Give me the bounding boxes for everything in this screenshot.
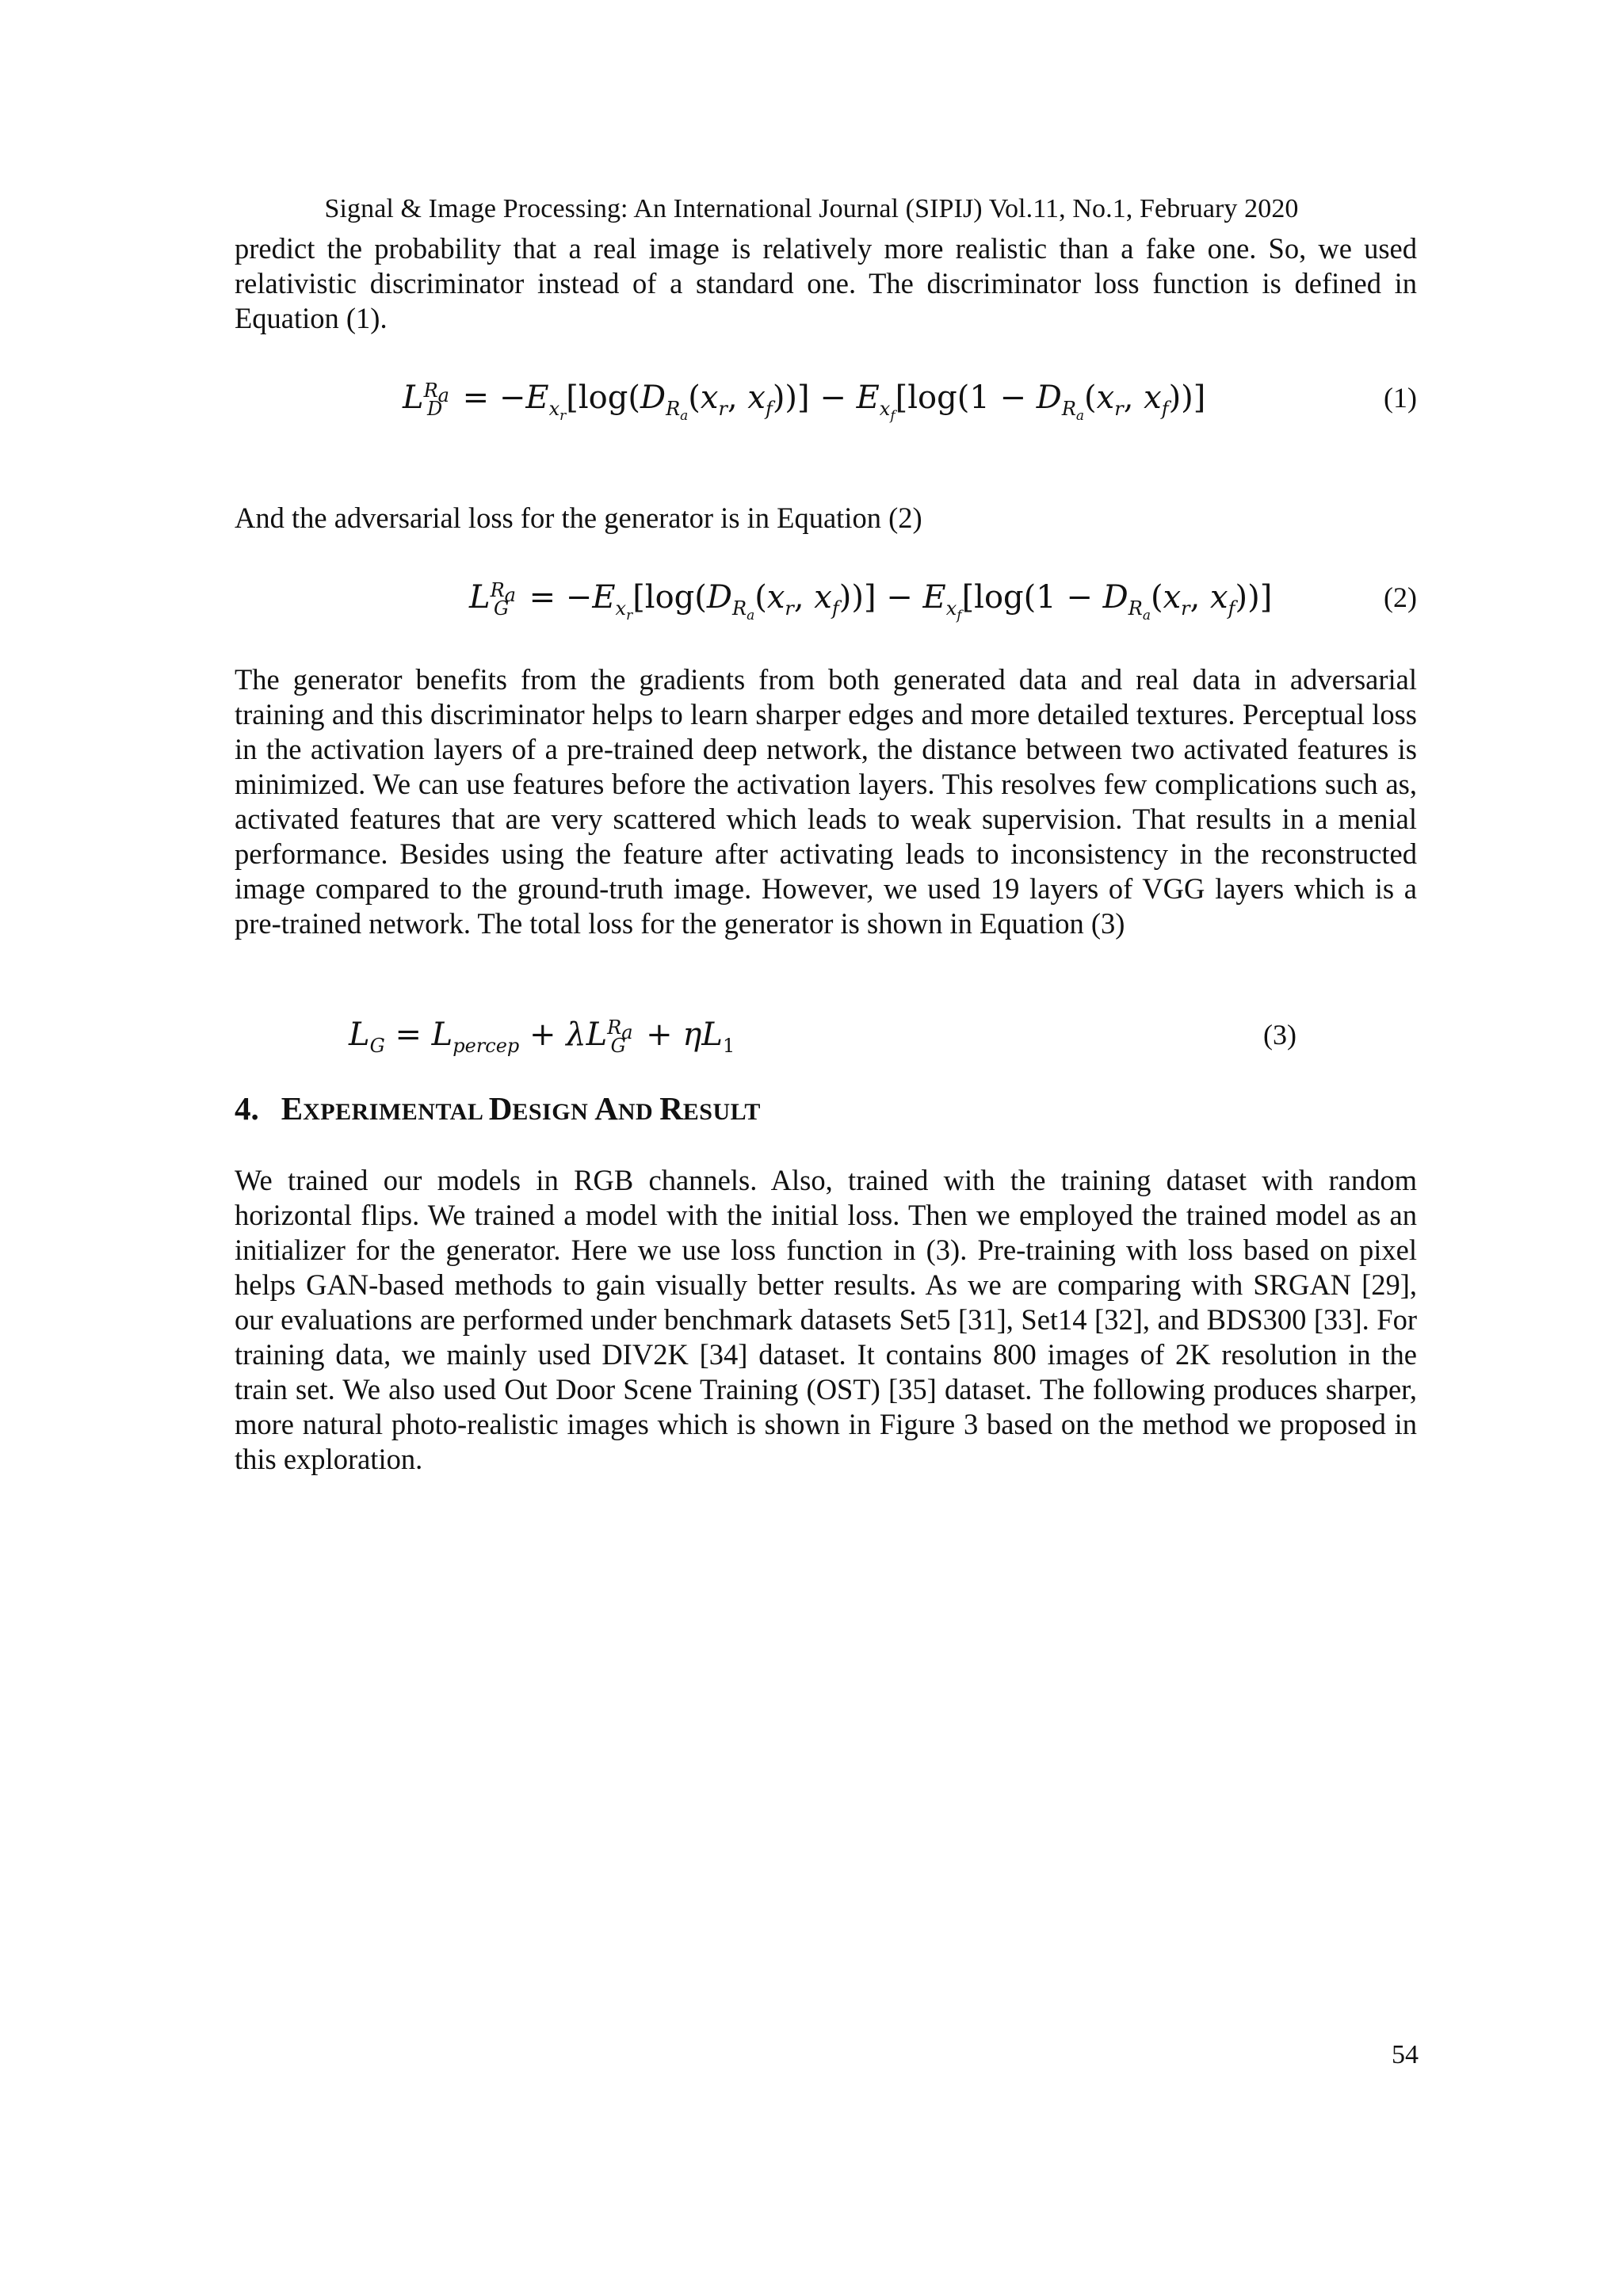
- equation-2: [235, 574, 1417, 624]
- paragraph-discriminator-intro: predict the probability that a real image is relatively more realistic than a fake one. So, we used relativistic discriminator instead of a standard one. The discriminator loss function is defined in Equation (1).: [235, 232, 1417, 334]
- paragraph-perceptual-loss: The generator benefits from the gradients from both generated data and real data in adversarial training and this discriminator helps to learn sharper edges and more detailed textures. Perceptual loss in the activation layers of a pre-trained deep network, the distance between two activated features is minimized. We can use features before the activation layers. This resolves few complications such as, activated features that are very scattered which leads to weak supervision. That results in a menial performance. Besides using the feature after activating leads to inconsistency in the reconstructed image compared to the ground-truth image. However, we used 19 layers of VGG layers which is a pre-trained network. The total loss for the generator is shown in Equation (3): [235, 663, 1417, 940]
- section-title-part: D: [488, 1090, 513, 1127]
- equation-2-formula: $L^{R_a}_G = -E_{x_r}[\log(D_{R_a}(x_r$, $x_f))] - E_{x_f}[\log(1 - D_{R_a}(x_r$, $x_f$))]: [469, 578, 1273, 624]
- paragraph-experimental-design: We trained our models in RGB channels. Also, trained with the training dataset with random horizontal flips. We trained a model with the initial loss. Then we employed the trained model as an initializer for the generator. Here we use loss function in (3). Pre-training with loss based on pixel helps GAN-based methods to gain visually better results. As we are comparing with SRGAN [29], our evaluations are performed under benchmark datasets Set5 [31], Set14 [32], and BDS300 [33]. For training data, we mainly used DIV2K [34] dataset. It contains 800 images of 2K resolution in the train set. We also used Out Door Scene Training (OST) [35] dataset. The following produces sharper, more natural photo-realistic images which is shown in Figure 3 based on the method we proposed in this exploration.: [235, 1164, 1417, 1475]
- section-title-part: R: [659, 1090, 683, 1127]
- running-header: Signal & Image Processing: An International Journal (SIPIJ) Vol.11, No.1, February 2020: [324, 194, 1299, 223]
- equation-2-number: (2): [1384, 582, 1417, 613]
- equation-3-formula: $L_G = L_{percep} + \lambda L^{R_a}_G + \eta L_1$: [349, 1016, 735, 1057]
- section-heading: [235, 1089, 761, 1132]
- page-number: 54: [1392, 2040, 1419, 2069]
- equation-3: [235, 1011, 1296, 1058]
- section-number: 4.: [235, 1090, 259, 1127]
- section-title-part: XPERIMENTAL: [303, 1099, 489, 1125]
- paragraph-adversarial-loss: And the adversarial loss for the generator is in Equation (2): [235, 502, 922, 534]
- equation-3-number: (3): [1263, 1019, 1296, 1051]
- section-title-part: ND: [617, 1099, 660, 1125]
- section-title-part: ESULT: [682, 1099, 761, 1125]
- equation-1: [235, 374, 1417, 424]
- section-title-part: A: [594, 1090, 618, 1127]
- section-title-part: ESIGN: [512, 1099, 595, 1125]
- equation-1-formula: $L^{R_a}_D = -E_{x_r}[\log(D_{R_a}(x_r$, $x_f))] - E_{x_f}[\log(1 - D_{R_a}(x_r$, $x_f$))]: [403, 379, 1206, 424]
- section-title-part: E: [281, 1090, 304, 1127]
- equation-1-number: (1): [1384, 382, 1417, 414]
